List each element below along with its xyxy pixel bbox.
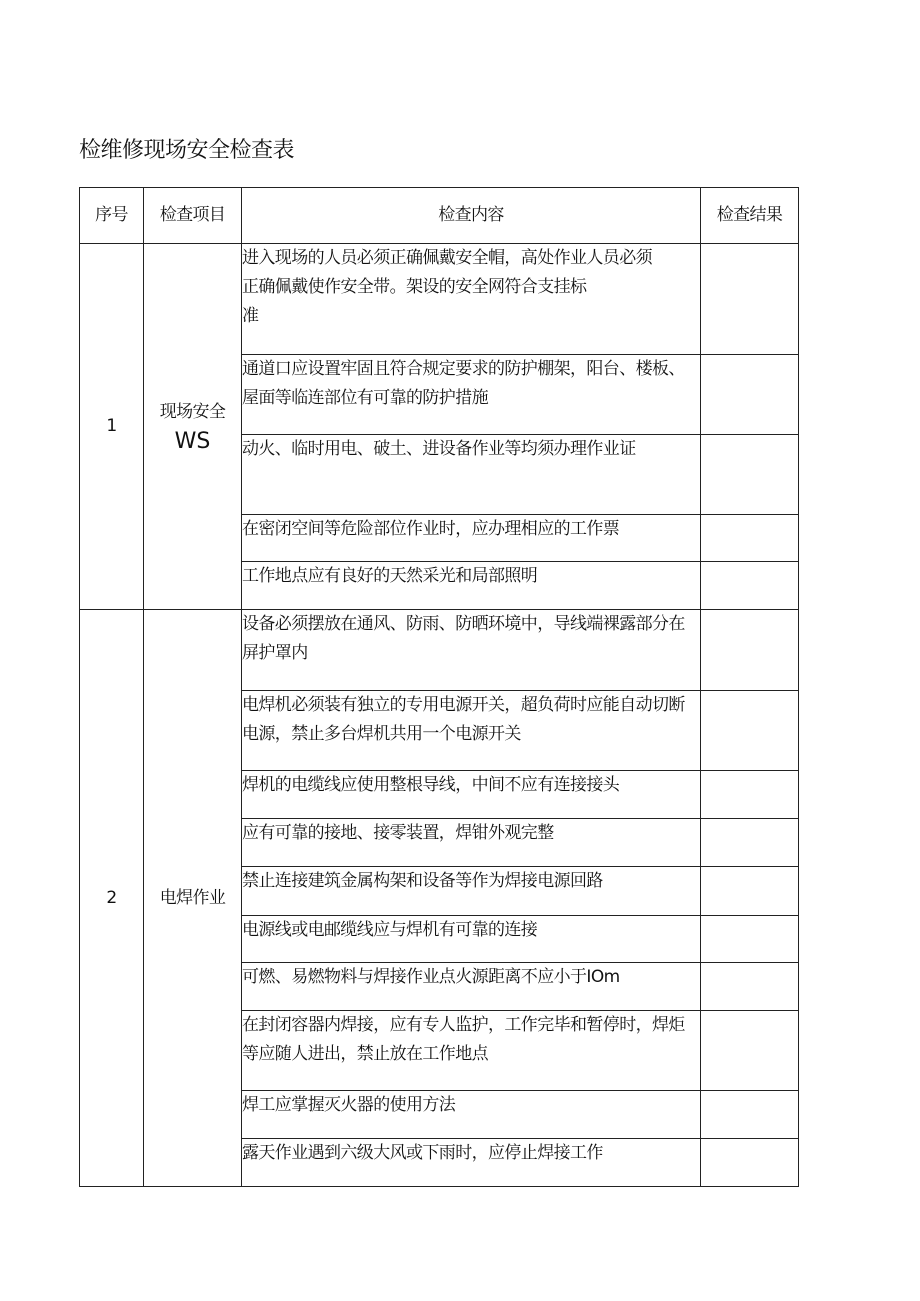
group-seq: 2 — [80, 610, 144, 1187]
check-content: 应有可靠的接地、接零装置，焊钳外观完整 — [242, 819, 701, 867]
result-cell[interactable] — [701, 355, 799, 435]
table-row — [80, 610, 799, 691]
check-content: 可燃、易燃物料与焊接作业点火源距离不应小于IOm — [242, 963, 701, 1011]
content-line: 准 — [242, 306, 259, 326]
result-cell[interactable] — [701, 963, 799, 1011]
result-cell[interactable] — [701, 435, 799, 515]
group-item-label: 电焊作业 — [159, 887, 226, 908]
check-content — [242, 244, 701, 355]
check-content: 通道口应设置牢固且符合规定要求的防护棚架，阳台、楼板、屋面等临连部位有可靠的防护措施 — [242, 355, 701, 435]
table-row — [80, 244, 799, 355]
header-seq: 序号 — [80, 188, 144, 244]
page-title: 检维修现场安全检查表 — [79, 138, 295, 163]
check-content: 露天作业遇到六级大风或下雨时，应停止焊接工作 — [242, 1139, 701, 1187]
result-cell[interactable] — [701, 819, 799, 867]
result-cell[interactable] — [701, 610, 799, 691]
result-cell[interactable] — [701, 916, 799, 963]
check-content: 工作地点应有良好的天然采光和局部照明 — [242, 562, 701, 610]
result-cell[interactable] — [701, 691, 799, 771]
group-item-code: WS — [174, 428, 211, 454]
content-line: 正确佩戴使作安全带。架设的安全网符合支挂标 — [242, 277, 587, 297]
inspection-table — [79, 187, 799, 1187]
group-seq: 1 — [80, 244, 144, 610]
check-content: 电焊机必须装有独立的专用电源开关，超负荷时应能自动切断电源，禁止多台焊机共用一个电源开关 — [242, 691, 701, 771]
result-cell[interactable] — [701, 1091, 799, 1139]
result-cell[interactable] — [701, 867, 799, 916]
header-item: 检查项目 — [144, 188, 242, 244]
header-content: 检查内容 — [242, 188, 701, 244]
check-content: 设备必须摆放在通风、防雨、防晒环境中，导线端裸露部分在屏护罩内 — [242, 610, 701, 691]
check-content: 动火、临时用电、破土、进设备作业等均须办理作业证 — [242, 435, 701, 515]
header-result: 检查结果 — [701, 188, 799, 244]
check-content: 焊机的电缆线应使用整根导线，中间不应有连接接头 — [242, 771, 701, 819]
check-content: 禁止连接建筑金属构架和设备等作为焊接电源回路 — [242, 867, 701, 916]
content-line: 进入现场的人员必须正确佩戴安全帽，高处作业人员必须 — [242, 248, 652, 268]
check-content: 在封闭容器内焊接，应有专人监护，工作完毕和暂停时，焊炬等应随人进出，禁止放在工作地点 — [242, 1011, 701, 1091]
result-cell[interactable] — [701, 1011, 799, 1091]
result-cell[interactable] — [701, 1139, 799, 1187]
result-cell[interactable] — [701, 515, 799, 562]
header-row — [80, 188, 799, 244]
group-item-label: 现场安全 — [159, 401, 226, 422]
check-content: 焊工应掌握灭火器的使用方法 — [242, 1091, 701, 1139]
group-item — [144, 244, 242, 610]
check-content: 在密闭空间等危险部位作业时，应办理相应的工作票 — [242, 515, 701, 562]
check-content: 电源线或电邮缆线应与焊机有可靠的连接 — [242, 916, 701, 963]
result-cell[interactable] — [701, 244, 799, 355]
group-item — [144, 610, 242, 1187]
result-cell[interactable] — [701, 771, 799, 819]
result-cell[interactable] — [701, 562, 799, 610]
